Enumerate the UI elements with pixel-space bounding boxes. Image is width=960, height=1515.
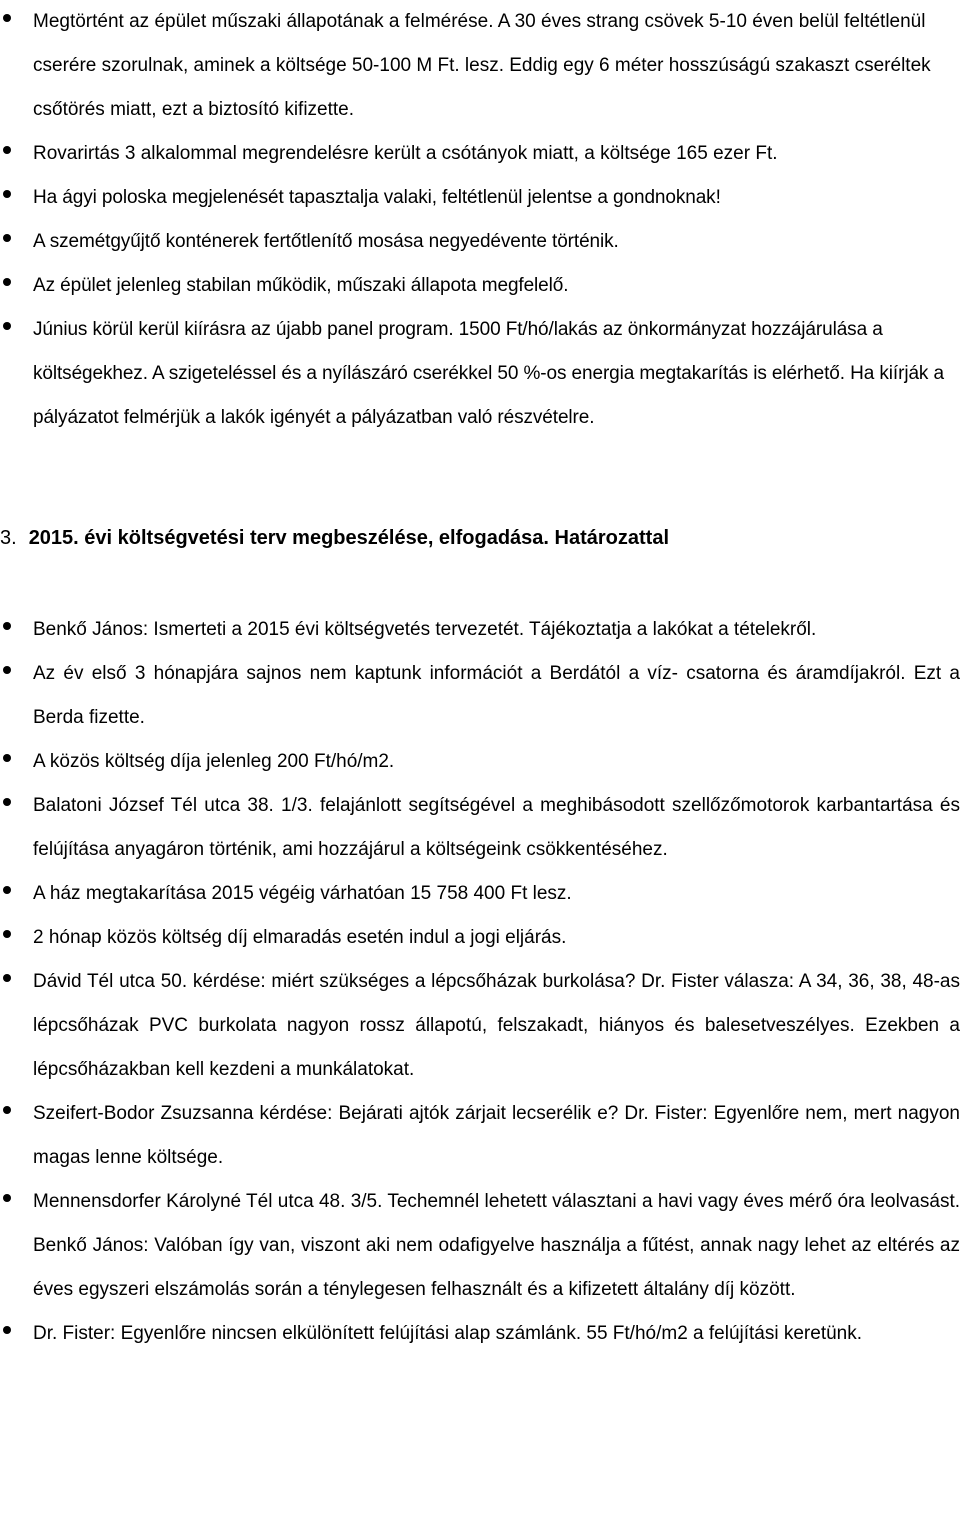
list-item: Mennensdorfer Károlyné Tél utca 48. 3/5. Techemnél lehetett választani a havi vagy éves mérő óra leolvasást. Benkő János: Valóban így van, viszont aki nem odafigyelve használja a fűtést, annak nagy lehet az eltérés az éves egyszeri elszámolás során a ténylegesen felhasznált és a kifizetett általány díj között.	[0, 1180, 960, 1312]
bullet-list-budget	[0, 608, 960, 1356]
list-item: Rovarirtás 3 alkalommal megrendelésre került a csótányok miatt, a költsége 165 ezer Ft.	[0, 132, 960, 176]
list-item: Szeifert-Bodor Zsuzsanna kérdése: Bejárati ajtók zárjait lecserélik e? Dr. Fister: Egyenlőre nem, mert nagyon magas lenne költsége.	[0, 1092, 960, 1180]
section-heading	[0, 516, 960, 560]
list-item: Dávid Tél utca 50. kérdése: miért szükséges a lépcsőházak burkolása? Dr. Fister válasza: A 34, 36, 38, 48-as lépcsőházak PVC burkolata nagyon rossz állapotú, felszakadt, hiányos és balesetveszélyes. Ezekben a lépcsőházakban kell kezdeni a munkálatokat.	[0, 960, 960, 1092]
list-item: A ház megtakarítása 2015 végéig várhatóan 15 758 400 Ft lesz.	[0, 872, 960, 916]
bullet-list-status	[0, 0, 960, 440]
list-item: A közös költség díja jelenleg 200 Ft/hó/m2.	[0, 740, 960, 784]
list-item: 2 hónap közös költség díj elmaradás esetén indul a jogi eljárás.	[0, 916, 960, 960]
list-item: Az épület jelenleg stabilan működik, műszaki állapota megfelelő.	[0, 264, 960, 308]
list-item: Június körül kerül kiírásra az újabb panel program. 1500 Ft/hó/lakás az önkormányzat hozzájárulása a költségekhez. A szigeteléssel és a nyílászáró cserékkel 50 %-os energia megtakarítás is elérhető. Ha kiírják a pályázatot felmérjük a lakók igényét a pályázatban való részvételre.	[0, 308, 960, 440]
list-item: Az év első 3 hónapjára sajnos nem kaptunk információt a Berdától a víz- csatorna és áramdíjakról. Ezt a Berda fizette.	[0, 652, 960, 740]
section-number: 3.	[0, 527, 17, 549]
list-item: Benkő János: Ismerteti a 2015 évi költségvetés tervezetét. Tájékoztatja a lakókat a tételekről.	[0, 608, 960, 652]
list-item: Balatoni József Tél utca 38. 1/3. felajánlott segítségével a meghibásodott szellőzőmotorok karbantartása és felújítása anyagáron történik, ami hozzájárul a költségeink csökkentéséhez.	[0, 784, 960, 872]
section-title: 2015. évi költségvetési terv megbeszélése, elfogadása. Határozattal	[28, 527, 669, 549]
list-item: Ha ágyi poloska megjelenését tapasztalja valaki, feltétlenül jelentse a gondnoknak!	[0, 176, 960, 220]
list-item: Megtörtént az épület műszaki állapotának a felmérése. A 30 éves strang csövek 5-10 éven belül feltétlenül cserére szorulnak, aminek a költsége 50-100 M Ft. lesz. Eddig egy 6 méter hosszúságú szakaszt cseréltek csőtörés miatt, ezt a biztosító kifizette.	[0, 0, 960, 132]
list-item: A szemétgyűjtő konténerek fertőtlenítő mosása negyedévente történik.	[0, 220, 960, 264]
list-item: Dr. Fister: Egyenlőre nincsen elkülönített felújítási alap számlánk. 55 Ft/hó/m2 a felújítási keretünk.	[0, 1312, 960, 1356]
